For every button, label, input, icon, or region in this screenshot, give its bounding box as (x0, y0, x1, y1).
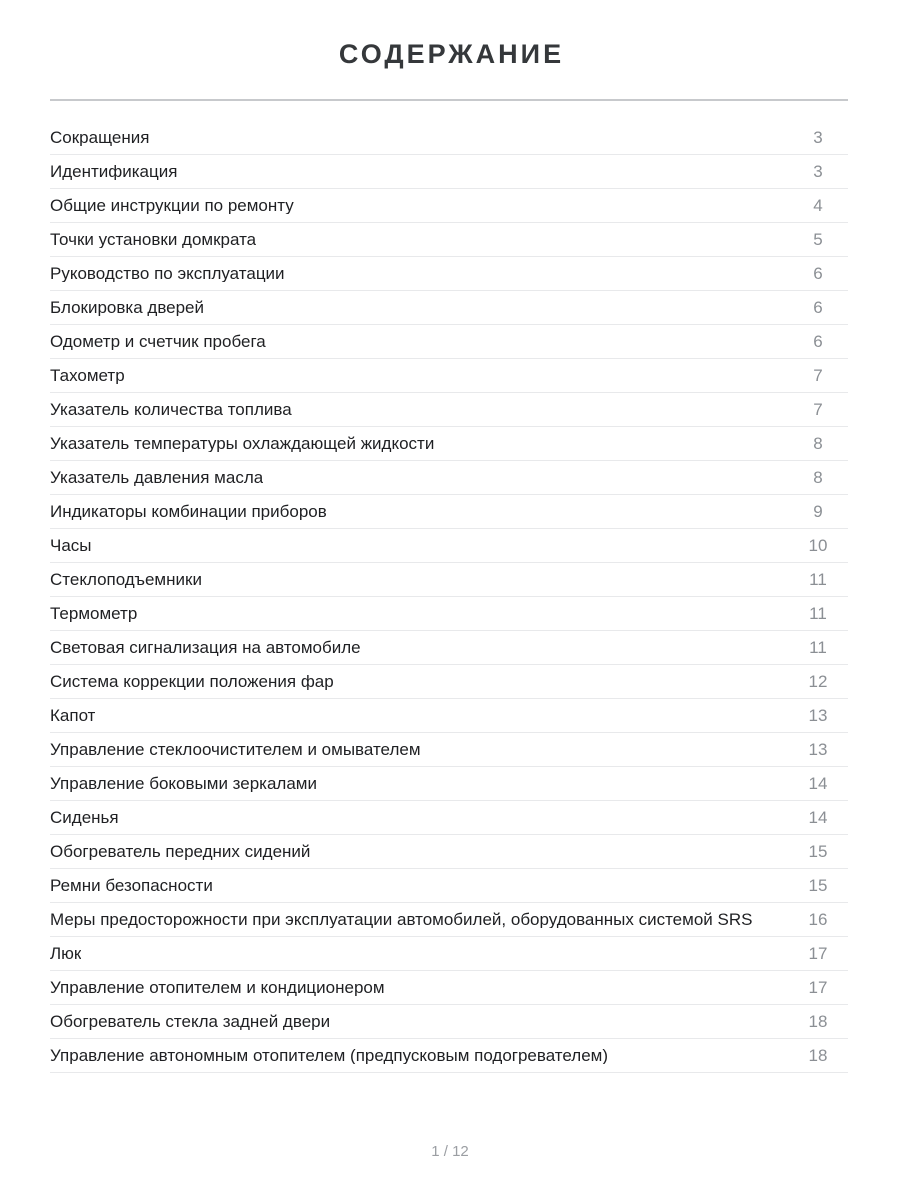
toc-item-page: 17 (808, 978, 828, 997)
toc-item-page: 7 (813, 366, 823, 385)
toc-row (50, 121, 848, 155)
toc-item-page: 15 (808, 876, 828, 895)
toc-row (50, 359, 848, 393)
toc-item-label: Часы (50, 537, 92, 554)
toc-row (50, 155, 848, 189)
toc-row (50, 563, 848, 597)
toc-item-label: Управление отопителем и кондиционером (50, 979, 385, 996)
toc-row (50, 427, 848, 461)
toc-item-page: 18 (808, 1046, 828, 1065)
toc-item-label: Световая сигнализация на автомобиле (50, 639, 361, 656)
page-title: СОДЕРЖАНИЕ (338, 39, 565, 69)
toc-item-page: 5 (813, 230, 823, 249)
toc-item-label: Управление боковыми зеркалами (50, 775, 317, 792)
toc-item-page: 15 (808, 842, 828, 861)
toc-item-label: Управление стеклоочистителем и омывателем (50, 741, 421, 758)
toc-row (50, 971, 848, 1005)
toc-item-label: Люк (50, 945, 82, 962)
toc-row (50, 189, 848, 223)
toc-item-page: 13 (808, 706, 828, 725)
toc-item-page: 8 (813, 468, 823, 487)
page-number-indicator: 1 / 12 (431, 1143, 469, 1160)
toc-item-page: 9 (813, 502, 823, 521)
toc-item-label: Термометр (50, 605, 138, 622)
toc-item-label: Блокировка дверей (50, 299, 205, 316)
toc-item-label: Точки установки домкрата (50, 231, 257, 248)
toc-item-page: 6 (813, 264, 823, 283)
toc-item-page: 6 (813, 332, 823, 351)
toc-item-page: 16 (808, 910, 828, 929)
title-divider (50, 99, 848, 101)
toc-item-page: 10 (808, 536, 828, 555)
toc-row (50, 801, 848, 835)
toc-item-page: 13 (808, 740, 828, 759)
toc-row (50, 597, 848, 631)
toc-item-label: Руководство по эксплуатации (50, 265, 285, 282)
toc-row (50, 495, 848, 529)
toc-item-label: Индикаторы комбинации приборов (50, 503, 327, 520)
toc-row (50, 937, 848, 971)
toc-item-label: Обогреватель передних сидений (50, 843, 311, 860)
toc-row (50, 733, 848, 767)
toc-row (50, 835, 848, 869)
toc-item-page: 14 (808, 808, 828, 827)
toc-row (50, 529, 848, 563)
toc-item-label: Обогреватель стекла задней двери (50, 1013, 331, 1030)
toc-item-page: 6 (813, 298, 823, 317)
toc-item-label: Общие инструкции по ремонту (50, 197, 294, 214)
toc-row (50, 1039, 848, 1073)
toc-item-page: 11 (809, 638, 827, 657)
toc-item-label: Указатель температуры охлаждающей жидкости (50, 435, 435, 452)
toc-item-page: 18 (808, 1012, 828, 1031)
toc-item-label: Указатель давления масла (50, 469, 264, 486)
toc-row (50, 1005, 848, 1039)
toc-item-label: Система коррекции положения фар (50, 673, 334, 690)
toc-item-page: 11 (809, 604, 827, 623)
toc-item-page: 17 (808, 944, 828, 963)
toc-item-label: Сокращения (50, 129, 150, 146)
toc-row (50, 223, 848, 257)
toc-row (50, 393, 848, 427)
toc-item-page: 7 (813, 400, 823, 419)
toc-item-page: 8 (813, 434, 823, 453)
toc-item-label: Тахометр (50, 367, 125, 384)
toc-row (50, 903, 848, 937)
toc-item-label: Ремни безопасности (50, 877, 213, 894)
toc-row (50, 767, 848, 801)
toc-item-page: 3 (813, 162, 823, 181)
toc-row (50, 291, 848, 325)
toc-item-label: Указатель количества топлива (50, 401, 292, 418)
toc-row (50, 631, 848, 665)
toc-row (50, 699, 848, 733)
toc-item-label: Меры предосторожности при эксплуатации автомобилей, оборудованных системой SRS (50, 911, 753, 928)
toc-row (50, 461, 848, 495)
toc-item-label: Управление автономным отопителем (предпусковым подогревателем) (50, 1047, 609, 1064)
toc-item-page: 3 (813, 128, 823, 147)
toc-item-label: Капот (50, 707, 96, 724)
toc-row (50, 869, 848, 903)
toc-item-label: Сиденья (50, 809, 119, 826)
toc-item-page: 11 (809, 570, 827, 589)
toc-item-label: Одометр и счетчик пробега (50, 333, 266, 350)
toc-item-page: 12 (808, 672, 828, 691)
toc-row (50, 665, 848, 699)
toc-item-label: Стеклоподъемники (50, 571, 202, 588)
toc-item-page: 14 (808, 774, 828, 793)
toc-row (50, 325, 848, 359)
toc-item-page: 4 (813, 196, 823, 215)
toc-item-label: Идентификация (50, 163, 178, 180)
toc-list (50, 121, 848, 1073)
toc-row (50, 257, 848, 291)
